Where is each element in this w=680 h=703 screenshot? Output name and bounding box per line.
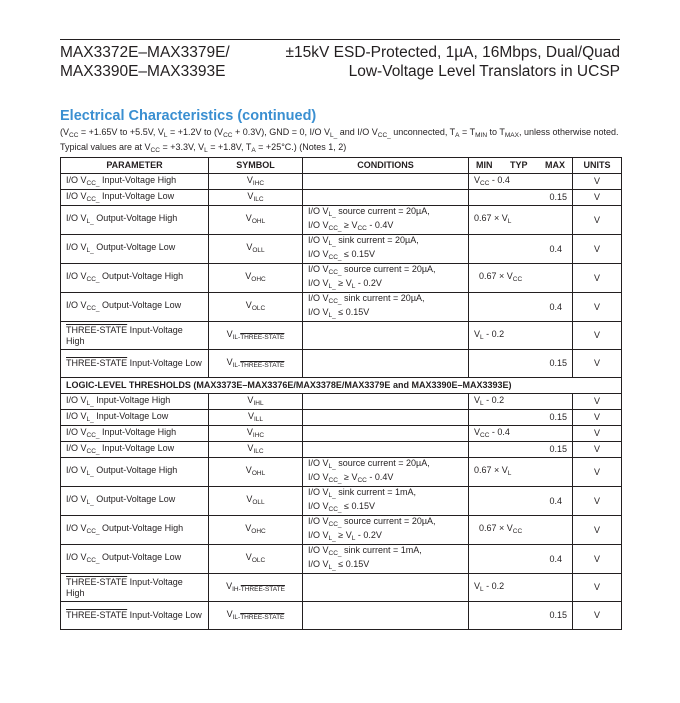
col-symbol: SYMBOL [209, 158, 303, 174]
part-line-1: MAX3372E–MAX3379E/ [60, 44, 230, 61]
table-row: I/O $V_{CC\_}$ Input-Voltage Low $V_{ILC}$ 0.15 V [61, 190, 622, 206]
table-row: I/O $V_{CC\_}$ Input-Voltage High $V_{IHC}$ $V_{CC} - 0.4$ V [61, 426, 622, 442]
part-numbers [60, 43, 230, 81]
col-min-typ-max: MIN TYP MAX [469, 158, 573, 174]
table-row: I/O $V_{L\_}$ Output-Voltage Low $V_{OLL}$ I/O $V_{L\_}$ sink current = 1mA, I/O $V_{CC\_} \le 0.15V$ 0.4 V [61, 487, 622, 516]
conditions-note: ($V_{CC} = +1.65V$ to +5.5V, $V_L = +1.2V$ to $(V_{CC} + 0.3V)$, GND = 0, I/O $V_{L\_}$ and I/O $V_{CC\_}$ unconnected, $T_A = T_{MIN}$ to $T_{MAX}$, unless otherwise noted. Typical values are at $V_{CC} = +3.3V$, $V_L = +1.8V$, $T_A = +25^\circ C$.) (Notes 1, 2) [60, 127, 619, 154]
table-row: I/O $V_{L\_}$ Input-Voltage High $V_{IHL}$ $V_L - 0.2$ V [61, 394, 622, 410]
table-row: THREE-STATE Input-Voltage High $V_{IL-THREE-STATE}$ $V_L - 0.2$ V [61, 322, 622, 350]
table-row: I/O $V_{CC\_}$ Output-Voltage Low $V_{OLC}$ I/O $V_{CC\_}$ sink current = 20µA, I/O $V_{L\_} \le 0.15V$ 0.4 V [61, 293, 622, 322]
col-conditions: CONDITIONS [303, 158, 469, 174]
header-rule [60, 39, 620, 40]
table-row: THREE-STATE Input-Voltage High $V_{IH-THREE-STATE}$ $V_L - 0.2$ V [61, 574, 622, 602]
table-row: I/O $V_{L\_}$ Output-Voltage High $V_{OHL}$ I/O $V_{L\_}$ source current = 20µA, I/O $V_{CC\_} \ge V_{CC} - 0.4V$ $0.67 \times V_L$ V [61, 206, 622, 235]
table-row: I/O $V_{CC\_}$ Output-Voltage High $V_{OHC}$ I/O $V_{CC\_}$ source current = 20µA, I/O $V_{L\_} \ge V_L - 0.2V$ $0.67 \times V_{CC}$ V [61, 516, 622, 545]
table-row: I/O $V_{L\_}$ Output-Voltage Low $V_{OLL}$ I/O $V_{L\_}$ sink current = 20µA, I/O $V_{CC\_} \le 0.15V$ 0.4 V [61, 235, 622, 264]
table-row: THREE-STATE Input-Voltage Low $V_{IL-THREE-STATE}$ 0.15 V [61, 350, 622, 378]
desc-line-1: ±15kV ESD-Protected, 1µA, 16Mbps, Dual/Quad [285, 44, 620, 61]
table-row: I/O $V_{L\_}$ Input-Voltage Low $V_{ILL}$ 0.15 V [61, 410, 622, 426]
table-header-row [61, 158, 622, 174]
table-row: THREE-STATE Input-Voltage Low $V_{IL-THREE-STATE}$ 0.15 V [61, 602, 622, 630]
col-parameter: PARAMETER [61, 158, 209, 174]
part-line-2: MAX3390E–MAX3393E [60, 63, 226, 80]
table-row: I/O $V_{CC\_}$ Input-Voltage Low $V_{ILC}$ 0.15 V [61, 442, 622, 458]
electrical-characteristics-table [60, 157, 622, 630]
table-row: I/O $V_{CC\_}$ Output-Voltage Low $V_{OLC}$ I/O $V_{CC\_}$ sink current = 1mA, I/O $V_{L\_} \le 0.15V$ 0.4 V [61, 545, 622, 574]
col-units: UNITS [573, 158, 622, 174]
table-row: I/O $V_{L\_}$ Output-Voltage High $V_{OHL}$ I/O $V_{L\_}$ source current = 20µA, I/O $V_{CC\_} \ge V_{CC} - 0.4V$ $0.67 \times V_L$ V [61, 458, 622, 487]
section-title: Electrical Characteristics (continued) [60, 108, 317, 124]
desc-line-2: Low-Voltage Level Translators in UCSP [348, 63, 620, 80]
table-row: I/O $V_{CC\_}$ Input-Voltage High $V_{IHC}$ $V_{CC} - 0.4$ V [61, 174, 622, 190]
document-description [286, 43, 621, 81]
table-row: I/O $V_{CC\_}$ Output-Voltage High $V_{OHC}$ I/O $V_{CC\_}$ source current = 20µA, I/O $V_{L\_} \ge V_L - 0.2V$ $0.67 \times V_{CC}$ V [61, 264, 622, 293]
group-row [61, 378, 622, 394]
group-label: LOGIC-LEVEL THRESHOLDS (MAX3373E–MAX3376E/MAX3378E/MAX3379E and MAX3390E–MAX3393E) [61, 378, 622, 394]
